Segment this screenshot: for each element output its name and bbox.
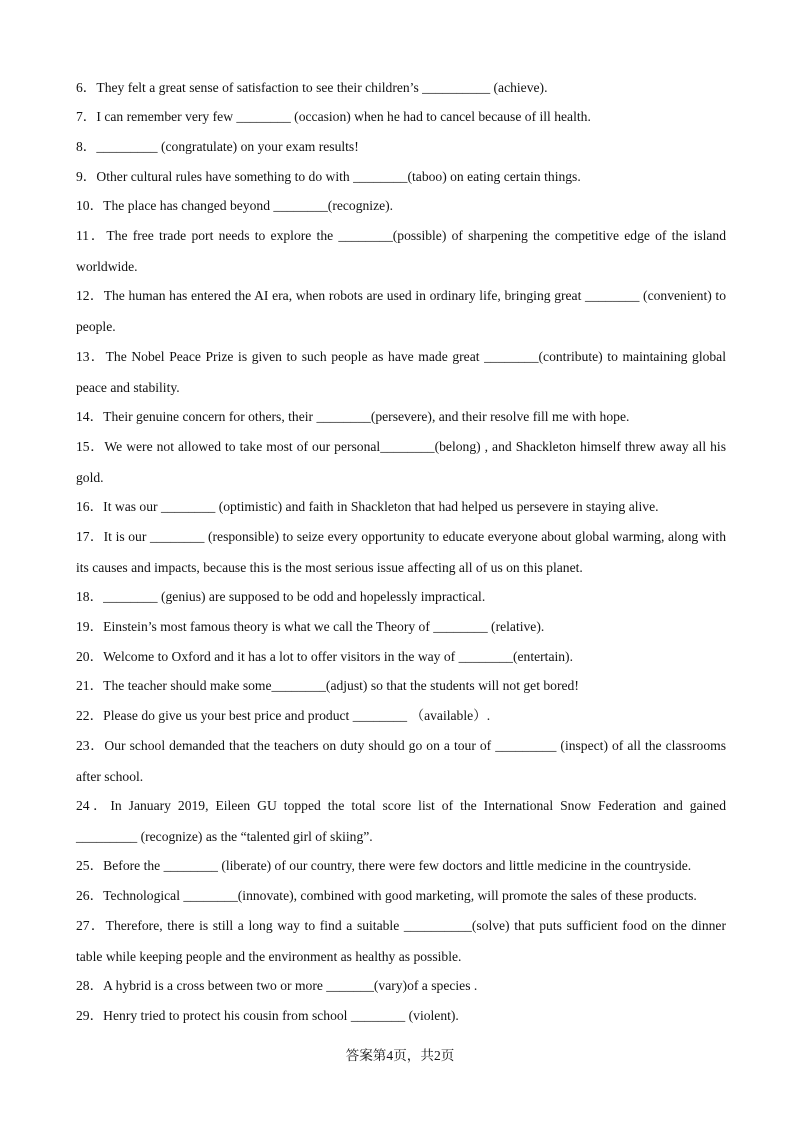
question-22: 22．Please do give us your best price and product ________ （available）. <box>76 708 491 723</box>
question-7: 7．I can remember very few ________ (occasion) when he had to cancel because of ill health. <box>76 109 591 124</box>
question-24: 24．In January 2019, Eileen GU topped the total score list of the International Snow Federation and gained _________ (recognize) as the “talented girl of skiing”. <box>76 798 726 844</box>
question-21: 21．The teacher should make some________(adjust) so that the students will not get bored! <box>76 678 579 693</box>
question-27: 27．Therefore, there is still a long way to find a suitable __________(solve) that puts sufficient food on the dinner table while keeping people and the environment as healthy as possible. <box>76 918 726 964</box>
question-13: 13．The Nobel Peace Prize is given to such people as have made great ________(contribute) to maintaining global peace and stability. <box>76 349 726 395</box>
question-11: 11．The free trade port needs to explore the ________(possible) of sharpening the competitive edge of the island worldwide. <box>76 228 726 274</box>
question-25: 25．Before the ________ (liberate) of our country, there were few doctors and little medicine in the countryside. <box>76 858 692 873</box>
question-12: 12．The human has entered the AI era, when robots are used in ordinary life, bringing great ________ (convenient) to people. <box>76 288 726 334</box>
question-20: 20．Welcome to Oxford and it has a lot to offer visitors in the way of ________(entertain). <box>76 649 573 664</box>
question-18: 18．________ (genius) are supposed to be odd and hopelessly impractical. <box>76 589 486 604</box>
question-6: 6．They felt a great sense of satisfaction to see their children’s __________ (achieve). <box>76 80 548 95</box>
question-19: 19．Einstein’s most famous theory is what we call the Theory of ________ (relative). <box>76 619 545 634</box>
question-9: 9．Other cultural rules have something to do with ________(taboo) on eating certain things. <box>76 169 581 184</box>
question-14: 14．Their genuine concern for others, their ________(persevere), and their resolve fill me with hope. <box>76 409 630 424</box>
question-8: 8．_________ (congratulate) on your exam results! <box>76 139 359 154</box>
question-17: 17．It is our ________ (responsible) to seize every opportunity to educate everyone about global warming, along with its causes and impacts, because this is the most serious issue affecting all of us on this planet. <box>76 529 726 575</box>
question-23: 23．Our school demanded that the teachers on duty should go on a tour of _________ (inspect) of all the classrooms after school. <box>76 738 726 784</box>
page-footer: 答案第4页，共2页 <box>345 1048 455 1063</box>
question-29: 29．Henry tried to protect his cousin from school ________ (violent). <box>76 1008 459 1023</box>
question-15: 15．We were not allowed to take most of our personal________(belong) , and Shackleton himself threw away all his gold. <box>76 439 726 485</box>
question-16: 16．It was our ________ (optimistic) and faith in Shackleton that had helped us persevere in staying alive. <box>76 499 659 514</box>
question-10: 10．The place has changed beyond ________(recognize). <box>76 198 394 213</box>
question-28: 28．A hybrid is a cross between two or more _______(vary)of a species . <box>76 978 478 993</box>
question-26: 26．Technological ________(innovate), combined with good marketing, will promote the sales of these products. <box>76 888 697 903</box>
